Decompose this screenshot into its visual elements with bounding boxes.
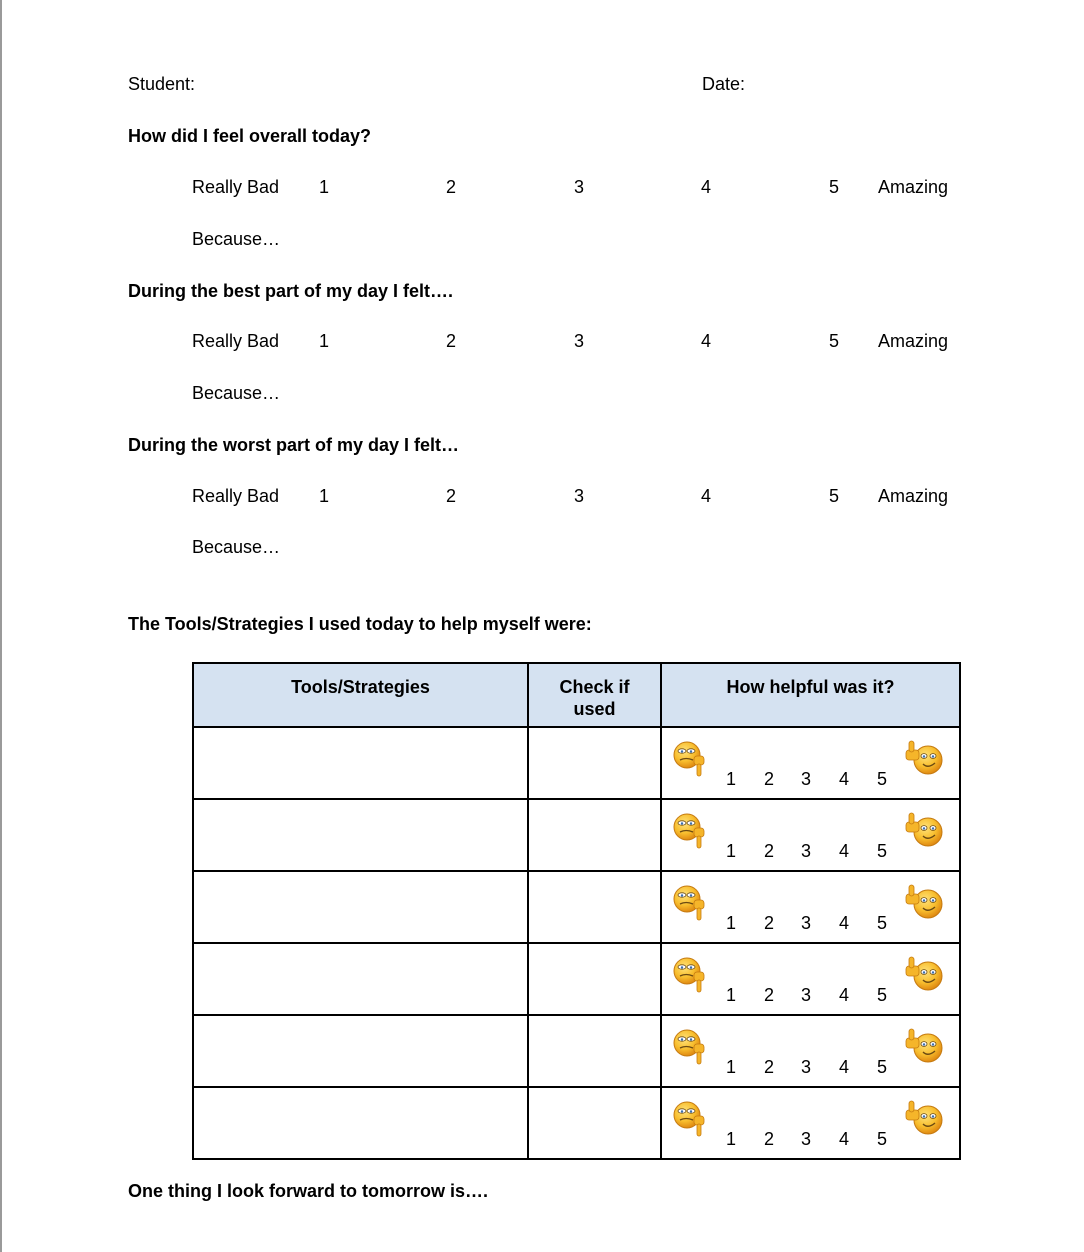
thumbs-up-emoji-icon [904, 738, 940, 778]
scale-value-3[interactable]: 3 [574, 486, 585, 506]
rating-value-5[interactable]: 5 [877, 1129, 888, 1149]
check-if-used-cell[interactable] [528, 1087, 661, 1159]
helpfulness-rating-cell [661, 871, 960, 943]
question-best-part: During the best part of my day I felt…. [128, 281, 454, 301]
rating-value-2[interactable]: 2 [764, 913, 775, 933]
scale-value-2[interactable]: 2 [446, 486, 457, 506]
check-if-used-cell[interactable] [528, 871, 661, 943]
rating-value-1[interactable]: 1 [726, 913, 737, 933]
because-label: Because… [192, 383, 281, 403]
helpfulness-rating-cell [661, 727, 960, 799]
rating-value-5[interactable]: 5 [877, 769, 888, 789]
rating-value-2[interactable]: 2 [764, 769, 775, 789]
scale-low-label: Really Bad [192, 331, 280, 351]
table-row [193, 871, 960, 943]
scale-value-5[interactable]: 5 [829, 331, 840, 351]
scale-value-1[interactable]: 1 [319, 177, 330, 197]
rating-value-3[interactable]: 3 [801, 841, 812, 861]
thumbs-up-emoji-icon [904, 954, 940, 994]
rating-value-3[interactable]: 3 [801, 769, 812, 789]
scale-value-3[interactable]: 3 [574, 177, 585, 197]
rating-value-3[interactable]: 3 [801, 1129, 812, 1149]
scale-value-5[interactable]: 5 [829, 486, 840, 506]
scale-value-4[interactable]: 4 [701, 177, 712, 197]
rating-value-3[interactable]: 3 [801, 985, 812, 1005]
helpfulness-rating-cell [661, 943, 960, 1015]
thumbs-down-emoji-icon [672, 1100, 708, 1140]
rating-value-4[interactable]: 4 [839, 913, 850, 933]
scale-value-4[interactable]: 4 [701, 486, 712, 506]
scale-value-5[interactable]: 5 [829, 177, 840, 197]
rating-value-2[interactable]: 2 [764, 985, 775, 1005]
rating-value-1[interactable]: 1 [726, 841, 737, 861]
thumbs-up-emoji-icon [904, 810, 940, 850]
check-if-used-cell[interactable] [528, 727, 661, 799]
table-row [193, 799, 960, 871]
rating-value-1[interactable]: 1 [726, 769, 737, 789]
tomorrow-prompt: One thing I look forward to tomorrow is…. [128, 1181, 488, 1201]
thumbs-down-emoji-icon [672, 1028, 708, 1068]
scale-high-label: Amazing [878, 486, 949, 506]
tools-heading: The Tools/Strategies I used today to help myself were: [128, 614, 592, 634]
rating-value-2[interactable]: 2 [764, 841, 775, 861]
thumbs-down-emoji-icon [672, 956, 708, 996]
scale-value-2[interactable]: 2 [446, 331, 457, 351]
tools-table-body [193, 727, 960, 1159]
date-label: Date: [702, 74, 746, 94]
rating-value-2[interactable]: 2 [764, 1057, 775, 1077]
helpfulness-rating-cell [661, 1087, 960, 1159]
column-header-tools: Tools/Strategies [193, 663, 528, 727]
scale-value-1[interactable]: 1 [319, 486, 330, 506]
rating-value-3[interactable]: 3 [801, 913, 812, 933]
question-overall: How did I feel overall today? [128, 126, 372, 146]
scale-value-2[interactable]: 2 [446, 177, 457, 197]
thumbs-up-emoji-icon [904, 1026, 940, 1066]
rating-value-4[interactable]: 4 [839, 769, 850, 789]
rating-value-1[interactable]: 1 [726, 1129, 737, 1149]
column-header-check-label: Check if used [559, 677, 630, 719]
tools-table [192, 662, 961, 1160]
tool-strategy-cell[interactable] [193, 727, 528, 799]
rating-value-1[interactable]: 1 [726, 1057, 737, 1077]
column-header-helpful: How helpful was it? [661, 663, 960, 727]
check-if-used-cell[interactable] [528, 943, 661, 1015]
rating-value-5[interactable]: 5 [877, 913, 888, 933]
rating-value-4[interactable]: 4 [839, 985, 850, 1005]
rating-value-4[interactable]: 4 [839, 1129, 850, 1149]
scale-low-label: Really Bad [192, 177, 280, 197]
scale-value-4[interactable]: 4 [701, 331, 712, 351]
rating-value-5[interactable]: 5 [877, 841, 888, 861]
scale-high-label: Amazing [878, 331, 949, 351]
tool-strategy-cell[interactable] [193, 943, 528, 1015]
rating-value-5[interactable]: 5 [877, 985, 888, 1005]
scale-value-1[interactable]: 1 [319, 331, 330, 351]
helpfulness-rating-cell [661, 1015, 960, 1087]
thumbs-up-emoji-icon [904, 882, 940, 922]
page-left-edge [0, 0, 2, 1252]
tool-strategy-cell[interactable] [193, 1015, 528, 1087]
because-label: Because… [192, 537, 281, 557]
rating-value-5[interactable]: 5 [877, 1057, 888, 1077]
table-row [193, 727, 960, 799]
tool-strategy-cell[interactable] [193, 1087, 528, 1159]
rating-value-4[interactable]: 4 [839, 841, 850, 861]
rating-value-1[interactable]: 1 [726, 985, 737, 1005]
column-header-check [528, 663, 661, 727]
tool-strategy-cell[interactable] [193, 799, 528, 871]
rating-value-3[interactable]: 3 [801, 1057, 812, 1077]
thumbs-down-emoji-icon [672, 884, 708, 924]
student-label: Student: [128, 74, 196, 94]
table-header-row [193, 663, 960, 727]
thumbs-down-emoji-icon [672, 812, 708, 852]
helpfulness-rating-cell [661, 799, 960, 871]
scale-low-label: Really Bad [192, 486, 280, 506]
table-row [193, 943, 960, 1015]
tool-strategy-cell[interactable] [193, 871, 528, 943]
rating-value-4[interactable]: 4 [839, 1057, 850, 1077]
because-label: Because… [192, 229, 281, 249]
check-if-used-cell[interactable] [528, 1015, 661, 1087]
check-if-used-cell[interactable] [528, 799, 661, 871]
scale-value-3[interactable]: 3 [574, 331, 585, 351]
thumbs-down-emoji-icon [672, 740, 708, 780]
rating-value-2[interactable]: 2 [764, 1129, 775, 1149]
table-row [193, 1087, 960, 1159]
question-worst-part: During the worst part of my day I felt… [128, 435, 460, 455]
table-row [193, 1015, 960, 1087]
thumbs-up-emoji-icon [904, 1098, 940, 1138]
scale-high-label: Amazing [878, 177, 949, 197]
